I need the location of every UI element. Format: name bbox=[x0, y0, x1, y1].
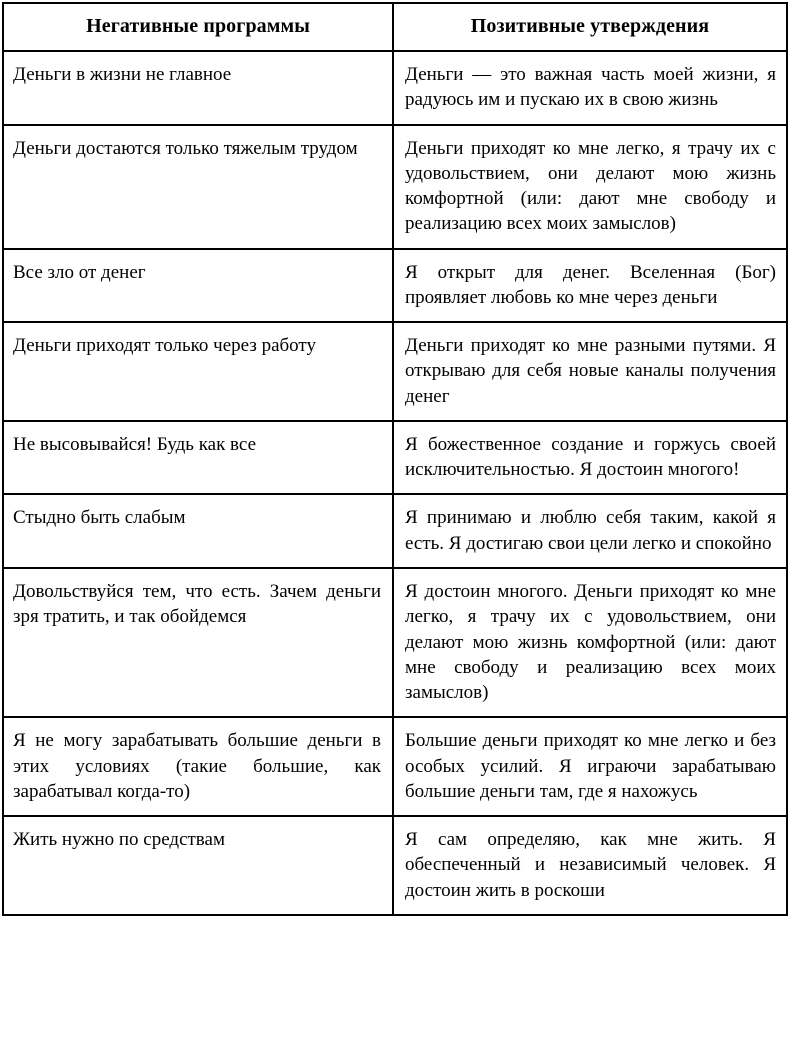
cell-positive-affirmation: Деньги приходят ко мне разными путями. Я открываю для себя новые каналы получения денег bbox=[393, 322, 787, 421]
column-header-positive-affirmations: Позитивные утверждения bbox=[393, 3, 787, 51]
cell-negative-program: Я не могу зарабатывать большие деньги в этих условиях (такие большие, как зарабатывал когда-то) bbox=[3, 717, 393, 816]
table-row bbox=[3, 421, 787, 495]
cell-negative-program: Все зло от денег bbox=[3, 249, 393, 323]
cell-positive-affirmation: Деньги — это важная часть моей жизни, я радуюсь им и пускаю их в свою жизнь bbox=[393, 51, 787, 125]
table-row bbox=[3, 568, 787, 717]
table-body bbox=[3, 51, 787, 915]
cell-positive-affirmation: Деньги приходят ко мне легко, я трачу их с удовольствием, они делают мою жизнь комфортной (или: дают мне свободу и реализацию всех моих замыслов) bbox=[393, 125, 787, 249]
cell-positive-affirmation: Я достоин многого. Деньги приходят ко мне легко, я трачу их с удовольствием, они делают мою жизнь комфортной (или: дают мне свободу и реализацию всех моих замыслов) bbox=[393, 568, 787, 717]
cell-negative-program: Довольствуйся тем, что есть. Зачем деньги зря тратить, и так обойдемся bbox=[3, 568, 393, 717]
table-row bbox=[3, 494, 787, 568]
cell-positive-affirmation: Я открыт для денег. Вселенная (Бог) проявляет любовь ко мне через деньги bbox=[393, 249, 787, 323]
table-row bbox=[3, 51, 787, 125]
cell-negative-program: Деньги достаются только тяжелым трудом bbox=[3, 125, 393, 249]
cell-positive-affirmation: Я принимаю и люблю себя таким, какой я есть. Я достигаю свои цели легко и спокойно bbox=[393, 494, 787, 568]
table-row bbox=[3, 816, 787, 915]
cell-negative-program: Не высовывайся! Будь как все bbox=[3, 421, 393, 495]
cell-negative-program: Деньги в жизни не главное bbox=[3, 51, 393, 125]
column-header-negative-programs: Негативные программы bbox=[3, 3, 393, 51]
table-row bbox=[3, 125, 787, 249]
table-row bbox=[3, 249, 787, 323]
table-row bbox=[3, 322, 787, 421]
table-header bbox=[3, 3, 787, 51]
cell-negative-program: Деньги приходят только через работу bbox=[3, 322, 393, 421]
cell-negative-program: Жить нужно по средствам bbox=[3, 816, 393, 915]
cell-negative-program: Стыдно быть слабым bbox=[3, 494, 393, 568]
affirmations-table bbox=[2, 2, 788, 916]
table-header-row bbox=[3, 3, 787, 51]
cell-positive-affirmation: Я сам определяю, как мне жить. Я обеспеченный и независимый человек. Я достоин жить в роскоши bbox=[393, 816, 787, 915]
table-row bbox=[3, 717, 787, 816]
cell-positive-affirmation: Я божественное создание и горжусь своей исключительностью. Я достоин многого! bbox=[393, 421, 787, 495]
cell-positive-affirmation: Большие деньги приходят ко мне легко и без особых усилий. Я играючи зарабатываю большие деньги там, где я нахожусь bbox=[393, 717, 787, 816]
